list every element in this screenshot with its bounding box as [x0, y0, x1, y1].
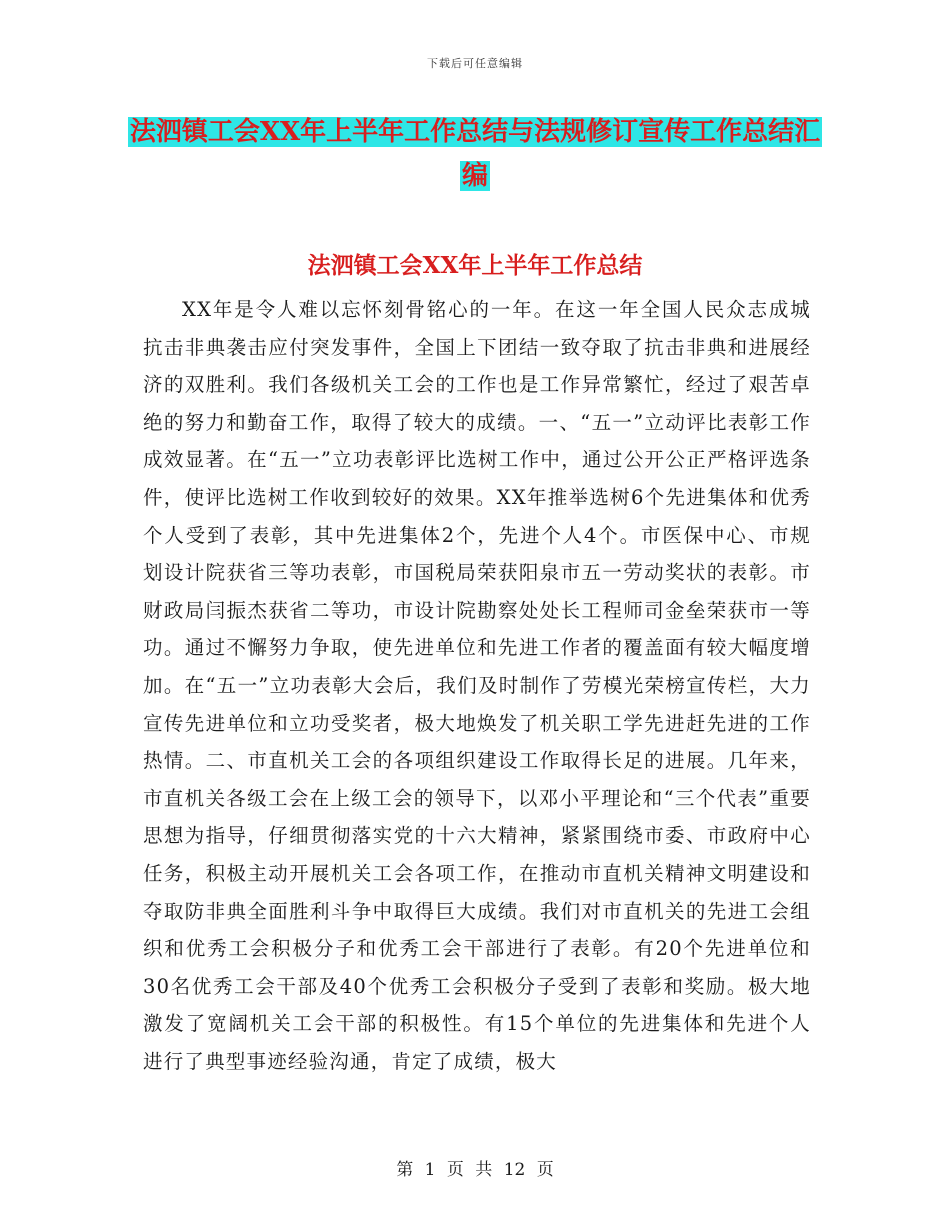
page-header-note: 下载后可任意编辑	[427, 57, 523, 70]
body-paragraph: XX年是令人难以忘怀刻骨铭心的一年。在这一年全国人民众志成城抗击非典袭击应付突发事件，全国上下团结一致夺取了抗击非典和进展经济的双胜利。我们各级机关工会的工作也是工作异常繁忙，经过了艰苦卓绝的努力和勤奋工作，取得了较大的成绩。一、“五一”立动评比表彰工作成效显著。在“五一”立功表彰评比选树工作中，通过公开公正严格评选条件，使评比选树工作收到较好的效果。XX年推举选树6个先进集体和优秀个人受到了表彰，其中先进集体2个，先进个人4个。市医保中心、市规划设计院获省三等功表彰，市国税局荣获阳泉市五一劳动奖状的表彰。市财政局闫振杰获省二等功，市设计院勘察处处长工程师司金垒荣获市一等功。通过不懈努力争取，使先进单位和先进工作者的覆盖面有较大幅度增加。在“五一”立功表彰大会后，我们及时制作了劳模光荣榜宣传栏，大力宣传先进单位和立功受奖者，极大地焕发了机关职工学先进赶先进的工作热情。二、市直机关工会的各项组织建设工作取得长足的进展。几年来，市直机关各级工会在上级工会的领导下，以邓小平理论和“三个代表”重要思想为指导，仔细贯彻落实党的十六大精神，紧紧围绕市委、市政府中心任务，积极主动开展机关工会各项工作，在推动市直机关精神文明建设和夺取防非典全面胜利斗争中取得巨大成绩。我们对市直机关的先进工会组织和优秀工会积极分子和优秀工会干部进行了表彰。有20个先进单位和30名优秀工会干部及40个优秀工会积极分子受到了表彰和奖励。极大地激发了宽阔机关工会干部的积极性。有15个单位的先进集体和先进个人进行了典型事迹经验沟通，肯定了成绩，极大	[143, 298, 811, 1073]
page-footer: 第 1 页 共 12 页	[396, 1160, 554, 1180]
document-title	[120, 110, 830, 198]
document-title-text: 法泗镇工会XX年上半年工作总结与法规修订宣传工作总结汇编	[129, 117, 821, 191]
section-title: 法泗镇工会XX年上半年工作总结	[307, 252, 643, 279]
